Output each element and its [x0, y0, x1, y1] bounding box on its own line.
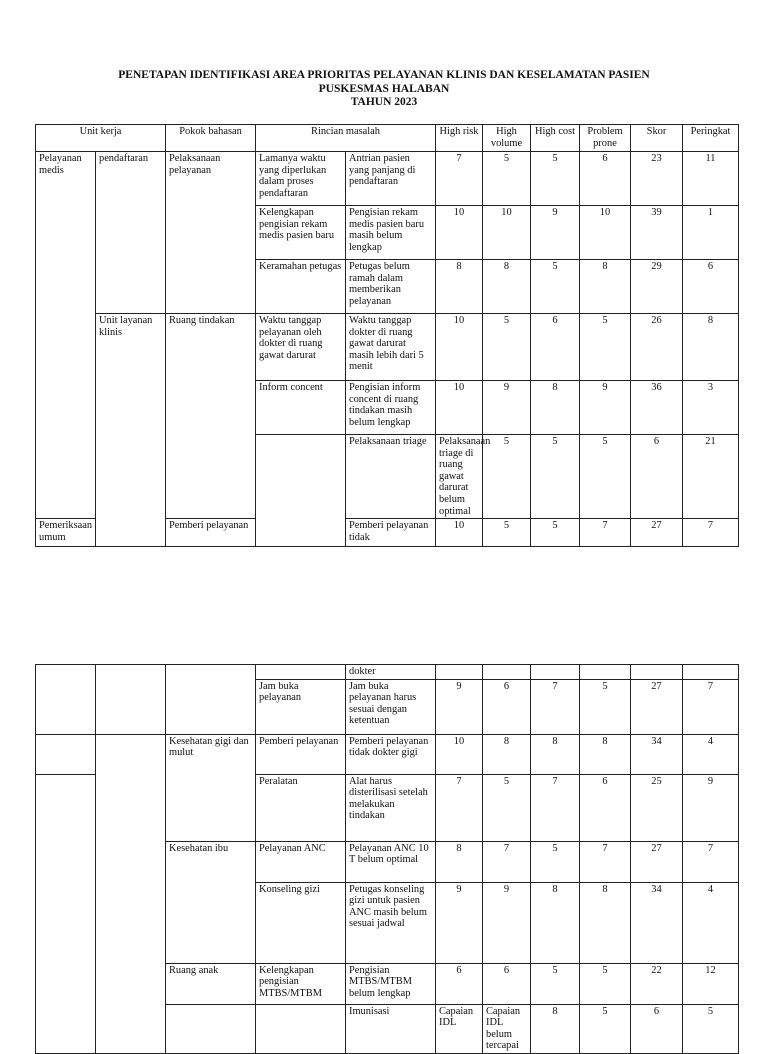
priority-table-part-2	[35, 664, 739, 1054]
high-cost-cell: 5	[531, 963, 580, 1004]
high-risk-cell: 8	[531, 1004, 580, 1053]
high-volume-cell: 9	[483, 381, 531, 435]
high-cost-cell: 8	[531, 381, 580, 435]
skor-cell: 26	[631, 314, 683, 381]
problem-prone-cell	[580, 665, 631, 680]
masalah-cell: Pelaksanaan triage	[346, 435, 436, 519]
masalah-cell	[256, 665, 346, 680]
rincian-cell: Pengisian rekam medis pasien baru masih belum lengkap	[346, 206, 436, 260]
high-volume-cell: 5	[580, 1004, 631, 1053]
header-rincian-masalah: Rincian masalah	[256, 125, 436, 152]
group-ruang-tindakan: Ruang tindakan	[166, 314, 256, 519]
high-risk-cell: 7	[436, 774, 483, 841]
high-risk-cell	[436, 665, 483, 680]
table-row	[36, 665, 739, 680]
peringkat-cell: 8	[683, 314, 739, 381]
peringkat-cell: 4	[683, 882, 739, 963]
masalah-cell: Kelengkapan pengisian MTBS/MTBM	[256, 963, 346, 1004]
empty-group-cell	[166, 1004, 256, 1053]
header-high-risk: High risk	[436, 125, 483, 152]
skor-cell: 39	[631, 206, 683, 260]
masalah-cell: Pemberi pelayanan	[166, 519, 256, 547]
document-title	[0, 69, 768, 110]
group-imunisasi: Imunisasi	[346, 1004, 436, 1053]
priority-table-part-1	[35, 124, 739, 547]
high-volume-cell: 5	[483, 774, 531, 841]
peringkat-cell: 3	[683, 381, 739, 435]
peringkat-cell	[683, 665, 739, 680]
high-cost-cell: 8	[531, 882, 580, 963]
peringkat-cell: 7	[683, 841, 739, 882]
masalah-cell: Pelayanan ANC	[256, 841, 346, 882]
high-cost-cell: 5	[531, 152, 580, 206]
rincian-cell: Pemberi pelayanan tidak dokter gigi	[346, 734, 436, 774]
header-peringkat: Peringkat	[683, 125, 739, 152]
problem-prone-cell: 8	[580, 734, 631, 774]
skor-cell: 27	[631, 679, 683, 734]
rincian-cell: Pengisian inform concent di ruang tindakan masih belum lengkap	[346, 381, 436, 435]
header-row	[36, 125, 739, 152]
high-volume-cell: 5	[531, 435, 580, 519]
peringkat-cell: 12	[683, 963, 739, 1004]
header-high-volume: High volume	[483, 125, 531, 152]
rincian-cell: Pelayanan ANC 10 T belum optimal	[346, 841, 436, 882]
peringkat-cell: 7	[683, 519, 739, 547]
masalah-cell: Waktu tanggap pelayanan oleh dokter di ruang gawat darurat	[256, 314, 346, 381]
table-row	[36, 314, 739, 381]
skor-cell: 36	[631, 381, 683, 435]
rincian-cell: Alat harus disterilisasi setelah melakukan tindakan	[346, 774, 436, 841]
peringkat-cell: 4	[683, 734, 739, 774]
masalah-cell: Capaian IDL	[436, 1004, 483, 1053]
high-volume-cell: 5	[483, 314, 531, 381]
peringkat-cell: 1	[683, 206, 739, 260]
high-cost-cell: 7	[531, 774, 580, 841]
high-volume-cell: 9	[483, 882, 531, 963]
high-risk-cell: 10	[436, 381, 483, 435]
header-skor: Skor	[631, 125, 683, 152]
peringkat-cell: 9	[683, 774, 739, 841]
problem-prone-cell: 5	[580, 314, 631, 381]
problem-prone-cell: 6	[580, 774, 631, 841]
group-pemeriksaan-umum: Pemeriksaan umum	[36, 519, 96, 547]
group-kesehatan-gigi: Kesehatan gigi dan mulut	[166, 734, 256, 841]
empty-group-cell	[36, 665, 96, 735]
problem-prone-cell: 5	[580, 679, 631, 734]
rincian-cell: Petugas belum ramah dalam memberikan pelayanan	[346, 260, 436, 314]
high-risk-cell: 10	[436, 519, 483, 547]
high-risk-cell: 8	[436, 260, 483, 314]
empty-group-cell	[36, 734, 96, 774]
skor-cell: 27	[631, 841, 683, 882]
high-cost-cell: 5	[531, 519, 580, 547]
high-cost-cell: 6	[631, 1004, 683, 1053]
high-risk-cell: 5	[483, 435, 531, 519]
group-kesehatan-ibu: Kesehatan ibu	[166, 841, 256, 963]
high-cost-cell: 7	[531, 679, 580, 734]
skor-cell: 22	[631, 963, 683, 1004]
high-volume-cell: 5	[483, 152, 531, 206]
peringkat-cell: 7	[683, 679, 739, 734]
masalah-cell: Jam buka pelayanan	[256, 679, 346, 734]
table-row	[36, 734, 739, 774]
header-unit-kerja: Unit kerja	[36, 125, 166, 152]
group-pendaftaran: pendaftaran	[96, 152, 166, 314]
masalah-cell: Kelengkapan pengisian rekam medis pasien baru	[256, 206, 346, 260]
group-ruang-anak: Ruang anak	[166, 963, 256, 1004]
skor-cell: 25	[631, 774, 683, 841]
high-cost-cell: 5	[531, 841, 580, 882]
high-risk-cell: 10	[436, 734, 483, 774]
rincian-cell: Petugas konseling gizi untuk pasien ANC masih belum sesuai jadwal	[346, 882, 436, 963]
high-risk-cell: 10	[436, 206, 483, 260]
problem-prone-cell: 6	[580, 152, 631, 206]
high-risk-cell: 9	[436, 679, 483, 734]
title-line-1: PENETAPAN IDENTIFIKASI AREA PRIORITAS PELAYANAN KLINIS DAN KESELAMATAN PASIEN	[118, 69, 650, 81]
high-volume-cell: 8	[483, 734, 531, 774]
group-unit-layanan-klinis: Unit layanan klinis	[96, 314, 166, 547]
problem-prone-cell: 7	[580, 519, 631, 547]
empty-group-cell	[256, 435, 346, 547]
problem-prone-cell: 8	[580, 260, 631, 314]
problem-prone-cell: 5	[580, 963, 631, 1004]
skor-cell: 21	[683, 435, 739, 519]
high-risk-cell: 9	[436, 882, 483, 963]
skor-cell: 34	[631, 734, 683, 774]
empty-group-cell	[96, 665, 166, 735]
high-volume-cell: 7	[483, 841, 531, 882]
high-volume-cell: 6	[483, 963, 531, 1004]
high-volume-cell: 6	[483, 679, 531, 734]
empty-group-cell	[96, 734, 166, 1053]
header-pokok-bahasan: Pokok bahasan	[166, 125, 256, 152]
problem-prone-cell: 5	[683, 1004, 739, 1053]
high-volume-cell	[483, 665, 531, 680]
problem-prone-cell: 7	[580, 841, 631, 882]
high-cost-cell: 9	[531, 206, 580, 260]
masalah-cell: Konseling gizi	[256, 882, 346, 963]
high-cost-cell: 5	[580, 435, 631, 519]
masalah-cell: Peralatan	[256, 774, 346, 841]
high-cost-cell: 6	[531, 314, 580, 381]
empty-group-cell	[36, 774, 96, 1053]
table-row	[36, 152, 739, 206]
peringkat-cell: 11	[683, 152, 739, 206]
rincian-cell: Pelaksanaan triage di ruang gawat darurat belum optimal	[436, 435, 483, 519]
rincian-cell: Capaian IDL belum tercapai	[483, 1004, 531, 1053]
masalah-cell: Keramahan petugas	[256, 260, 346, 314]
group-pelaksanaan-pelayanan: Pelaksanaan pelayanan	[166, 152, 256, 314]
group-pelayanan-medis: Pelayanan medis	[36, 152, 96, 519]
high-cost-cell: 8	[531, 734, 580, 774]
high-volume-cell: 8	[483, 260, 531, 314]
rincian-cell: Waktu tanggap dokter di ruang gawat darurat masih lebih dari 5 menit	[346, 314, 436, 381]
rincian-cell: Jam buka pelayanan harus sesuai dengan ketentuan	[346, 679, 436, 734]
skor-cell: 23	[631, 152, 683, 206]
title-line-3: TAHUN 2023	[350, 96, 418, 108]
skor-cell	[631, 665, 683, 680]
problem-prone-cell: 9	[580, 381, 631, 435]
masalah-cell: Pemberi pelayanan	[256, 734, 346, 774]
high-risk-cell: 7	[436, 152, 483, 206]
high-cost-cell: 5	[531, 260, 580, 314]
high-risk-cell: 10	[436, 314, 483, 381]
high-volume-cell: 10	[483, 206, 531, 260]
header-high-cost: High cost	[531, 125, 580, 152]
peringkat-cell: 6	[683, 260, 739, 314]
skor-cell: 29	[631, 260, 683, 314]
high-risk-cell: 8	[436, 841, 483, 882]
header-problem-prone: Problem prone	[580, 125, 631, 152]
high-volume-cell: 5	[483, 519, 531, 547]
problem-prone-cell: 8	[580, 882, 631, 963]
skor-cell: 27	[631, 519, 683, 547]
masalah-cell: Lamanya waktu yang diperlukan dalam proses pendaftaran	[256, 152, 346, 206]
rincian-cell: Pemberi pelayanan tidak	[346, 519, 436, 547]
empty-group-cell	[166, 665, 256, 735]
problem-prone-cell: 10	[580, 206, 631, 260]
rincian-cell: Antrian pasien yang panjang di pendaftaran	[346, 152, 436, 206]
skor-cell: 34	[631, 882, 683, 963]
empty-group-cell	[256, 1004, 346, 1053]
masalah-cell: Inform concent	[256, 381, 346, 435]
rincian-cell: Pengisian MTBS/MTBM belum lengkap	[346, 963, 436, 1004]
high-cost-cell	[531, 665, 580, 680]
high-risk-cell: 6	[436, 963, 483, 1004]
title-line-2: PUSKESMAS HALABAN	[318, 82, 450, 95]
problem-prone-cell: 6	[631, 435, 683, 519]
rincian-cell: dokter	[346, 665, 436, 680]
